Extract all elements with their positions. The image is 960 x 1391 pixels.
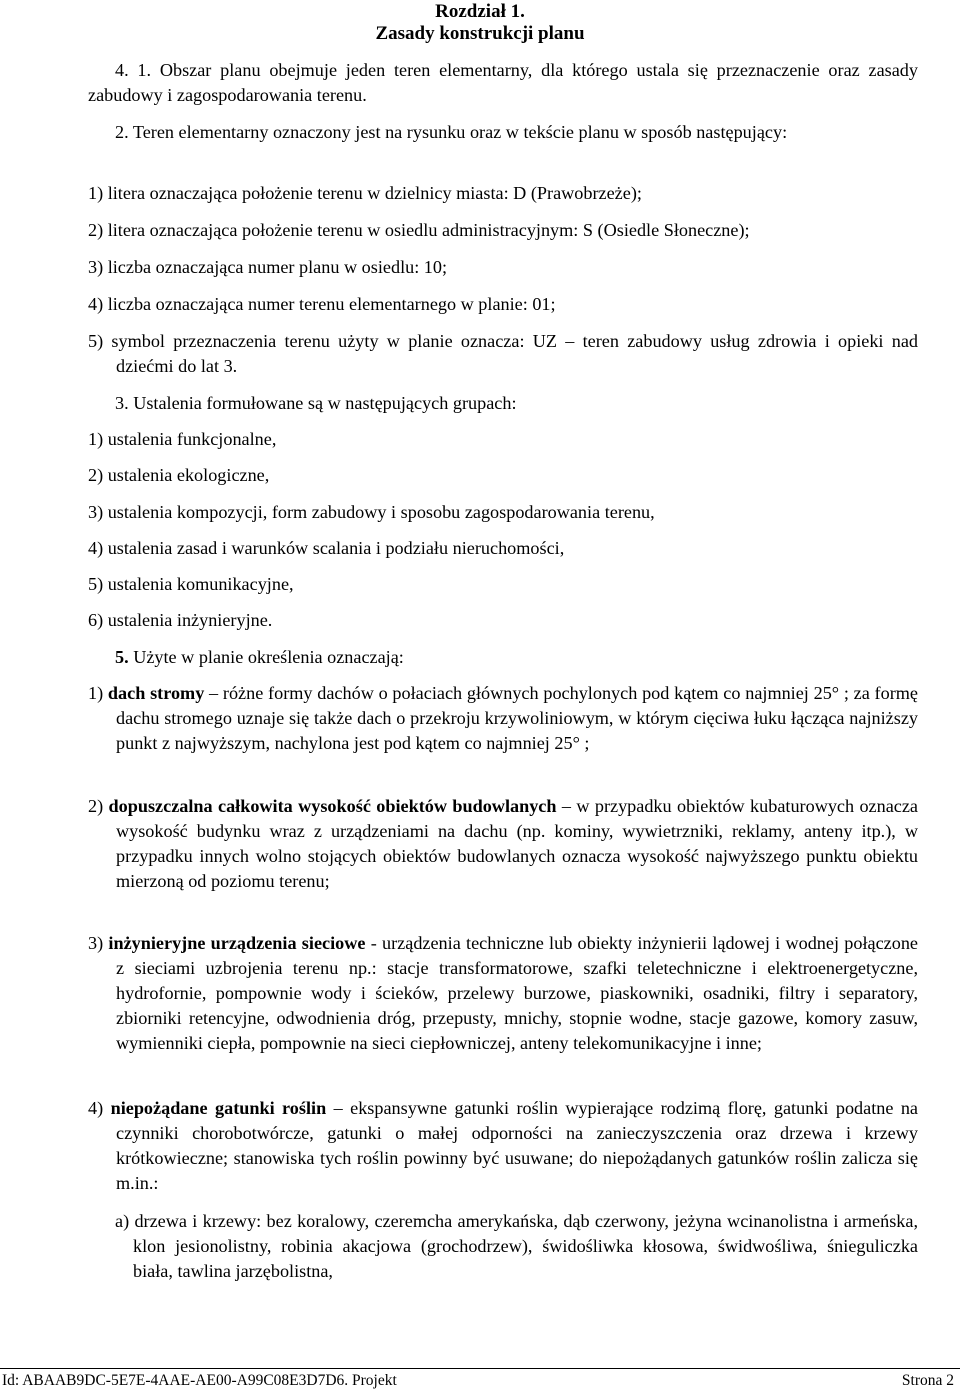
definition-2 [88,794,918,894]
chapter-subtitle: Zasady konstrukcji planu [375,23,585,44]
definition-1-term: dach stromy [107,683,205,703]
paragraph-4-1: 4. 1. Obszar planu obejmuje jeden teren elementarny, dla którego ustala się przeznaczenie oraz zasady zabudowy i zagospodarowania terenu. [88,60,918,105]
list-item-3-4: 4) ustalenia zasad i warunków scalania i podziału nieruchomości, [88,538,565,558]
definition-3 [88,931,918,1056]
list-item-3-6: 6) ustalenia inżynieryjne. [88,610,273,630]
definition-4-text: – ekspansywne gatunki roślin wypierające rodzimą florę, gatunki podatne na czynniki chorobotwórcze, gatunki o małej odporności na zanieczyszczenia oraz drzewa i krzewy krótkowieczne; stanowiska tych roślin powinny być usuwane; do niepożądanych gatunków roślin zalicza się m.in.: [116,1098,918,1193]
definition-1-number: 1) [88,683,108,703]
list-item-3-2: 2) ustalenia ekologiczne, [88,465,270,485]
definition-3-term: inżynieryjne urządzenia sieciowe [108,933,366,953]
definition-2-number: 2) [88,796,109,816]
definition-4-term: niepożądane gatunki roślin [110,1098,327,1118]
list-item-2-3: 3) liczba oznaczająca numer planu w osiedlu: 10; [88,257,448,277]
list-item-3-5: 5) ustalenia komunikacyjne, [88,574,294,594]
list-item-2-2: 2) litera oznaczająca położenie terenu w osiedlu administracyjnym: S (Osiedle Słoneczne); [88,220,750,240]
footer-divider [0,1368,960,1369]
definition-2-term: dopuszczalna całkowita wysokość obiektów budowlanych [108,796,557,816]
definition-3-text: - urządzenia techniczne lub obiekty inżynierii lądowej i wodnej połączone z sieciami uzbrojenia terenu np.: stacje transformatorowe, szafki teletechniczne i elektroenergetyczne, hydrofornie, pompownie wody i ścieków, przelewy burzowe, piaskowniki, osadniki, filtry i separatory, zbiorniki retencyjne, odwodnienia dróg, przepusty, mnichy, stopnie wodne, stacje gazowe, komory zasuw, wymienniki ciepła, pompownie na sieci ciepłowniczej, anteny telekomunikacyjne i inne; [116,933,918,1053]
list-item-2-4: 4) liczba oznaczająca numer terenu elementarnego w planie: 01; [88,294,556,314]
paragraph-5-number: 5. [115,647,129,667]
list-item-2-5: 5) symbol przeznaczenia terenu użyty w planie oznacza: UZ – teren zabudowy usług zdrowia i opieki nad dziećmi do lat 3. [88,331,918,376]
definition-2-text: – w przypadku obiektów kubaturowych oznacza wysokość budynku wraz z urządzeniami na dachu (np. kominy, wywietrzniki, reklamy, anteny itp.), w przypadku innych wolno stojących obiektów budowlanych oznacza wysokość najwyższego punktu obiektu mierzoną od poziomu terenu; [116,796,919,891]
paragraph-5-text: Użyte w planie określenia oznaczają: [128,647,404,667]
definition-4-number: 4) [88,1098,111,1118]
definition-4 [88,1096,918,1196]
chapter-title: Rozdział 1. [435,1,525,22]
paragraph-3: 3. Ustalenia formułowane są w następujących grupach: [115,393,517,413]
footer-document-id: Id: ABAAB9DC-5E7E-4AAE-AE00-A99C08E3D7D6. Projekt [2,1372,397,1389]
definition-3-number: 3) [88,933,109,953]
paragraph-5 [88,645,918,670]
paragraph-2: 2. Teren elementarny oznaczony jest na rysunku oraz w tekście planu w sposób następujący: [115,122,788,142]
definition-1-text: – różne formy dachów o połaciach głównych pochylonych pod kątem co najmniej 25° ; za formę dachu stromego uznaje się także dach o przekroju krzywoliniowym, w którym cięciwa łuku łącząca najniższy punkt z najwyższym, nachylona jest pod kątem co najmniej 25° ; [116,683,918,753]
sub-item-a: a) drzewa i krzewy: bez koralowy, czeremcha amerykańska, dąb czerwony, jeżyna wcinanolistna i armeńska, klon jesionolistny, robinia akacjowa (grochodrzew), świdośliwka kłosowa, świdwośliwa, śnieguliczka biała, tawlina jarzębolistna, [115,1211,918,1281]
definition-1 [88,681,918,756]
list-item-3-1: 1) ustalenia funkcjonalne, [88,429,277,449]
footer-page-number: Strona 2 [901,1372,954,1389]
list-item-3-3: 3) ustalenia kompozycji, form zabudowy i sposobu zagospodarowania terenu, [88,502,655,522]
list-item-2-1: 1) litera oznaczająca położenie terenu w dzielnicy miasta: D (Prawobrzeże); [88,183,642,203]
